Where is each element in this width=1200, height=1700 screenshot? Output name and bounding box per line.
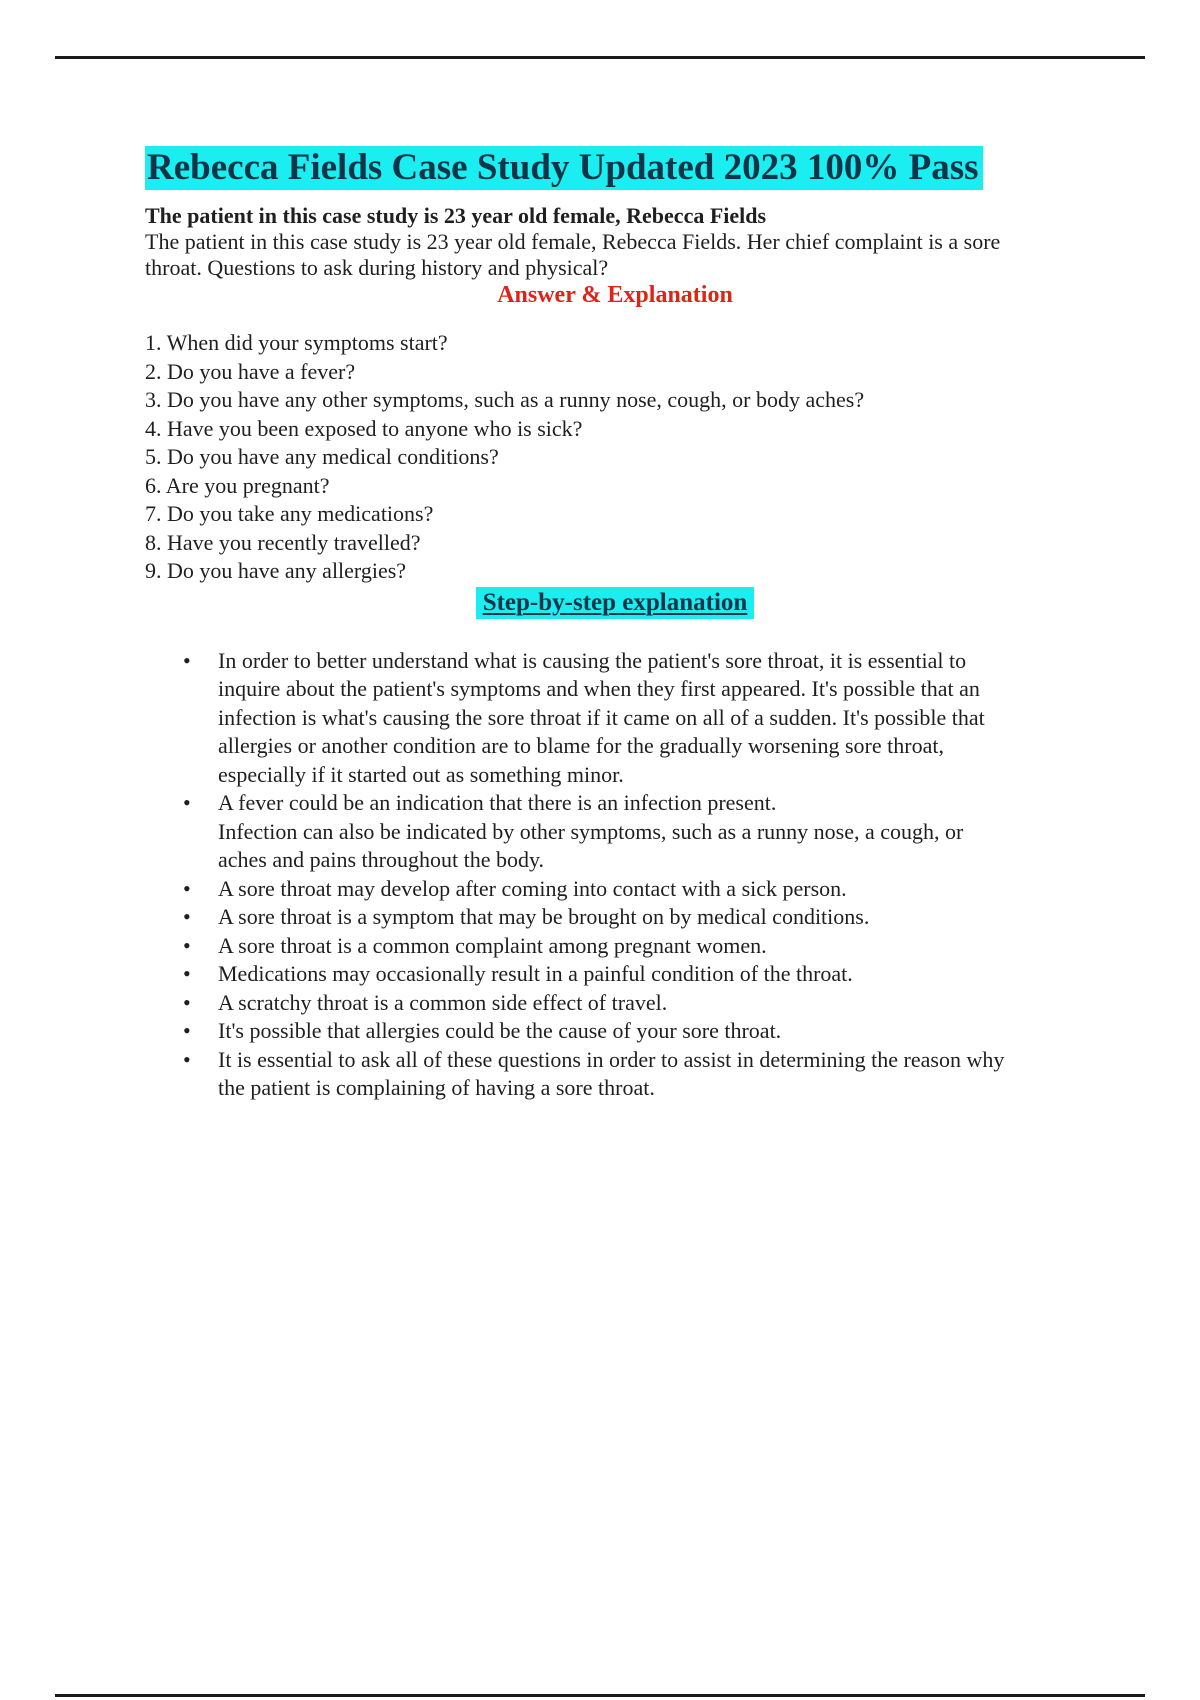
list-item [218, 1046, 1085, 1103]
top-page-rule [55, 56, 1145, 59]
bottom-page-rule [55, 1694, 1145, 1697]
list-item [218, 647, 1085, 790]
question-item: 1. When did your symptoms start? [145, 330, 448, 355]
bullet-line: aches and pains throughout the body. [218, 847, 545, 872]
bullet-line: • A fever could be an indication that there is an infection present. [218, 790, 777, 815]
list-item [218, 960, 1085, 989]
document-content [145, 145, 1085, 1103]
intro-line: The patient in this case study is 23 year old female, Rebecca Fields. Her chief complaint is a sore [145, 229, 1001, 254]
bullet-line: • In order to better understand what is causing the patient's sore throat, it is essential to [218, 647, 967, 673]
bullet-line: • A sore throat is a common complaint among pregnant women. [218, 932, 767, 958]
page-title: Rebecca Fields Case Study Updated 2023 100% Pass [145, 146, 983, 190]
bullet-line: • A scratchy throat is a common side effect of travel. [218, 989, 668, 1015]
bullet-line: • A sore throat may develop after coming into contact with a sick person. [218, 875, 847, 901]
list-item [218, 932, 1085, 961]
list-item [218, 789, 1085, 875]
intro-line: throat. Questions to ask during history and physical? [145, 255, 609, 280]
answer-explanation-heading: Answer & Explanation [497, 282, 733, 308]
question-item: 9. Do you have any allergies? [145, 558, 407, 583]
bullet-line: • A sore throat is a symptom that may be brought on by medical conditions. [218, 904, 870, 929]
bullet-line: allergies or another condition are to blame for the gradually worsening sore throat, [218, 733, 944, 758]
list-item [218, 903, 1085, 932]
bullet-line: • It's possible that allergies could be the cause of your sore throat. [218, 1018, 782, 1043]
intro-paragraph [145, 229, 1085, 281]
question-item: 7. Do you take any medications? [145, 501, 434, 526]
bullet-line: infection is what's causing the sore throat if it came on all of a sudden. It's possible that [218, 704, 985, 730]
question-item: 8. Have you recently travelled? [145, 529, 421, 555]
title-line [145, 145, 1085, 198]
explanation-list [145, 647, 1085, 1103]
bullet-line: • Medications may occasionally result in a painful condition of the throat. [218, 961, 853, 986]
bullet-line: Infection can also be indicated by other symptoms, such as a runny nose, a cough, or [218, 818, 964, 844]
question-item: 5. Do you have any medical conditions? [145, 444, 499, 469]
list-item [218, 989, 1085, 1018]
question-item: 4. Have you been exposed to anyone who is sick? [145, 415, 583, 441]
bullet-line: inquire about the patient's symptoms and when they first appeared. It's possible that an [218, 676, 980, 701]
case-subtitle: The patient in this case study is 23 year old female, Rebecca Fields [145, 203, 767, 228]
question-item: 3. Do you have any other symptoms, such as a runny nose, cough, or body aches? [145, 387, 865, 412]
bullet-line: especially if it started out as something minor. [218, 761, 624, 787]
question-list [145, 329, 1085, 586]
bullet-line: the patient is complaining of having a sore throat. [218, 1075, 655, 1100]
bullet-line: • It is essential to ask all of these questions in order to assist in determining the reason why [218, 1046, 1005, 1072]
question-item: 6. Are you pregnant? [145, 472, 330, 498]
question-item: 2. Do you have a fever? [145, 358, 356, 384]
step-heading-wrap [145, 586, 1085, 623]
step-by-step-heading: Step-by-step explanation [476, 587, 755, 619]
list-item [218, 875, 1085, 904]
list-item [218, 1017, 1085, 1046]
